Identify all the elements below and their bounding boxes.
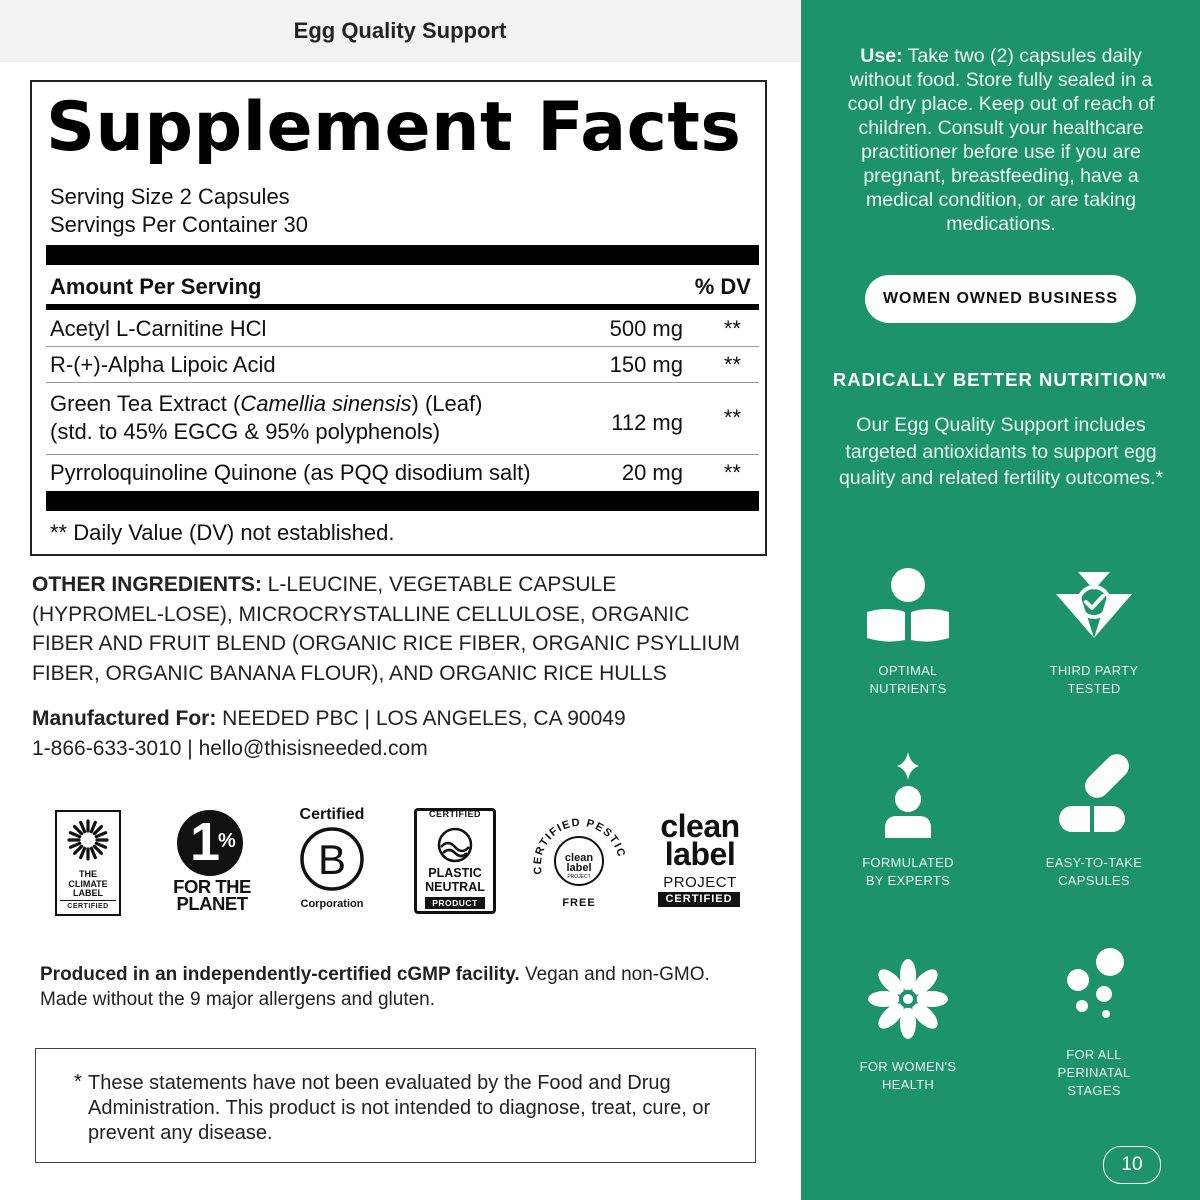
ingredient-amount: 150 mg [609,352,683,377]
other-ingredients-text: L-LEUCINE, VEGETABLE CAPSULE (HYPROMEL-LOSE), MICROCRYSTALLINE CELLULOSE, ORGANIC FIBER AND FRUIT BLEND (ORGANIC RICE FIBER, ORGANIC PSYLLIUM FIBER, ORGANIC BANANA FLOUR), AND ORGANIC RICE HULLS [32,573,740,685]
use-label: Use: [860,45,903,67]
pesticide-circle-icon [522,806,632,916]
ingredient-amount: 20 mg [621,460,683,485]
shield-check-icon [1052,568,1136,644]
amount-per-serving-label: Amount Per Serving [50,274,262,299]
thick-divider [46,245,759,265]
row-divider [46,346,759,347]
svg-text:clean: clean [564,852,594,864]
feature-easy-capsules: EASY-TO-TAKE CAPSULES [1014,752,1174,890]
feature-formulated-by-experts: FORMULATED BY EXPERTS [828,752,988,890]
other-ingredients [32,570,752,688]
ingredient-name: Pyrroloquinoline Quinone (as PQQ disodium salt) [50,460,531,485]
dv-header: % DV [694,274,751,299]
medium-divider [46,304,759,310]
nutrients-icon [863,568,953,644]
clean-label-logo: clean label PROJECT CERTIFIED [650,812,750,916]
feature-third-party-tested: THIRD PARTY TESTED [1014,568,1174,698]
row-divider [46,382,759,383]
manufacturer-label: Manufactured For: [32,707,217,730]
ingredient-dv: ** [723,316,741,341]
flower-icon [867,958,949,1040]
sunburst-icon [57,816,119,866]
ingredient-name: R-(+)-Alpha Lipoic Acid [50,352,276,377]
ingredient-dv: ** [723,405,741,430]
serving-size: Serving Size 2 Capsules [50,184,290,209]
page-title: Egg Quality Support [293,18,507,43]
ingredient-amount: 500 mg [609,316,683,341]
wave-icon [417,821,493,867]
capsule-icon [1049,752,1139,838]
certification-logos [50,806,760,918]
nutrition-description: Our Egg Quality Support includes targeted antioxidants to support egg quality and related fertility outcomes.* [838,414,1164,489]
svg-text:PROJECT: PROJECT [567,874,591,880]
supplement-facts-panel: Supplement Facts Serving Size 2 Capsules Servings Per Container 30 Amount Per Serving % DV Acetyl L-Carnitine HCl 500 mg ** R-(+)-Alpha Lipoic Acid 150 mg ** Green Tea Extract (Camellia sinensis) (Leaf) (std. to 45% EGCG & 95% polyphenols) 112 mg ** Pyrroloquinoline Quinone (as PQQ disodium salt) 20 mg ** ** Daily Value (DV) not established. [30,80,767,556]
ingredient-name: Acetyl L-Carnitine HCl [50,316,267,341]
manufacturer-info [32,704,752,763]
nutrition-heading: RADICALLY BETTER NUTRITION™ [832,369,1169,390]
svg-text:label: label [566,862,592,874]
svg-text:FREE: FREE [562,897,596,909]
manufacturer-contact: 1-866-633-3010 | hello@thisisneeded.com [32,736,428,760]
feature-womens-health: FOR WOMEN'S HEALTH [828,958,988,1094]
feature-perinatal-stages: FOR ALL PERINATAL STAGES [1014,944,1174,1100]
side-panel [801,0,1200,1200]
ingredient-amount: 112 mg [611,410,683,435]
feature-optimal-nutrients: OPTIMAL NUTRIENTS [828,568,988,698]
b-corp-logo: Certified B Corporation [295,806,369,916]
climate-label-logo: THE CLIMATE LABEL CERTIFIED [55,810,121,916]
ingredient-dv: ** [723,352,741,377]
row-divider [46,454,759,455]
svg-text:CERTIFIED PESTICIDE: CERTIFIED PESTIC [531,816,628,876]
dots-stages-icon [1054,944,1134,1024]
thick-divider [46,491,759,511]
ingredient-name-line2: (std. to 45% EGCG & 95% polyphenols) [50,419,441,444]
ingredient-row [50,391,755,449]
fda-disclaimer [35,1048,756,1163]
page-number-badge: 10 [1103,1146,1161,1184]
other-ingredients-label: OTHER INGREDIENTS: [32,573,262,596]
women-owned-badge: WOMEN OWNED BUSINESS [865,275,1136,323]
facts-title: Supplement Facts [46,88,742,167]
servings-per-container: Servings Per Container 30 [50,212,309,237]
plastic-neutral-logo: CERTIFIED PLASTIC NEUTRAL PRODUCT [414,808,496,914]
expert-person-icon [873,752,943,838]
pesticide-free-logo [522,806,632,916]
one-percent-planet-logo: 1 % FOR THE PLANET [162,808,262,916]
page-header [0,0,800,62]
use-text: Take two (2) capsules daily without food. Store fully sealed in a cool dry place. Keep out of reach of children. Consult your healthcare practitioner before use if you are pregnant, breastfeeding, have a medical condition, or are taking medications. [847,45,1155,235]
usage-instructions [831,44,1171,236]
disclaimer-text: These statements have not been evaluated by the Food and Drug Administration. This product is not intended to diagnose, treat, cure, or prevent any disease. [88,1072,711,1144]
production-statement: Produced in an independently-certified cGMP facility. Vegan and non-GMO. Made without the 9 major allergens and gluten. [40,964,710,1010]
manufacturer-address: NEEDED PBC | LOS ANGELES, CA 90049 [216,707,626,730]
asterisk: * [74,1071,82,1093]
ingredient-name: Green Tea Extract (Camellia sinensis) (Leaf) [50,391,483,416]
ingredient-dv: ** [723,460,741,485]
